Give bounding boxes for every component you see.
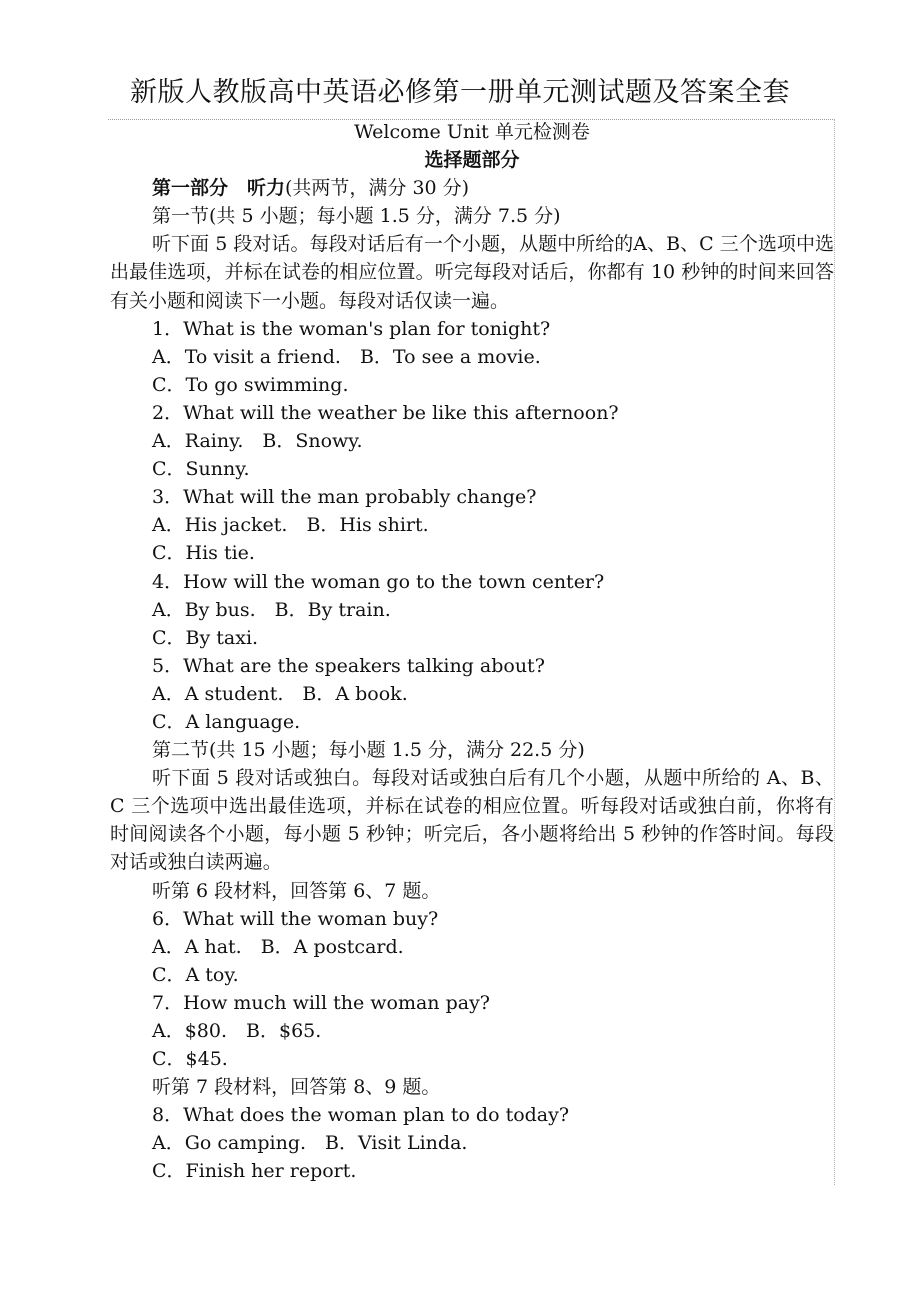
option-c: C．A toy. <box>152 963 239 986</box>
option-c: C．A language. <box>152 710 301 733</box>
material-6-note: 听第 6 段材料，回答第 6、7 题。 <box>152 879 441 902</box>
unit-title: Welcome Unit 单元检测卷 <box>354 121 590 143</box>
question-stem: 8．What does the woman plan to do today? <box>152 1104 570 1127</box>
option-c: C．$45. <box>152 1048 228 1071</box>
option-c: C．His tie. <box>152 542 255 565</box>
material-7-note: 听第 7 段材料，回答第 8、9 题。 <box>152 1076 441 1099</box>
option-c: C．To go swimming. <box>152 373 349 396</box>
option-c: C．Finish her report. <box>152 1160 357 1183</box>
question-stem: 3．What will the man probably change? <box>152 486 537 509</box>
question-stem: 2．What will the weather be like this afternoon? <box>152 401 619 424</box>
question-stem: 7．How much will the woman pay? <box>152 991 490 1014</box>
question-stem: 5．What are the speakers talking about? <box>152 654 545 677</box>
section1-instructions: 听下面 5 段对话。每段对话后有一个小题，从题中所给的A、B、C 三个选项中选出最佳选项，并标在试卷的相应位置。听完每段对话后，你都有 10 秒钟的时间来回答有关小题和阅读下一小题。每段对话仅读一遍。 <box>110 233 834 312</box>
section2-instructions: 听下面 5 段对话或独白。每段对话或独白后有几个小题，从题中所给的 A、B、C 三个选项中选出最佳选项，并标在试卷的相应位置。听每段对话或独白前，你将有时间阅读各个小题，每小题 5 秒钟；听完后，各小题将给出 5 秒钟的作答时间。每段对话或独白读两遍。 <box>110 767 834 874</box>
options-ab: A．His jacket. B．His shirt. <box>152 514 429 537</box>
page-right-border <box>834 119 835 1185</box>
section2-heading: 第二节(共 15 小题；每小题 1.5 分，满分 22.5 分) <box>152 739 585 762</box>
options-ab: A．$80. B．$65. <box>152 1020 322 1042</box>
option-c: C．Sunny. <box>152 458 250 481</box>
part1-heading <box>110 174 834 202</box>
section-title: 选择题部分 <box>424 149 520 172</box>
options-ab: A．Go camping. B．Visit Linda. <box>152 1132 468 1155</box>
options-ab: A．A hat. B．A postcard. <box>152 935 404 958</box>
document-title: 新版人教版高中英语必修第一册单元测试题及答案全套 <box>130 77 790 108</box>
options-ab: A．Rainy. B．Snowy. <box>152 430 363 453</box>
options-ab: A．To visit a friend. B．To see a movie. <box>152 345 541 368</box>
section1-heading: 第一节(共 5 小题；每小题 1.5 分，满分 7.5 分) <box>152 205 561 228</box>
question-stem: 4．How will the woman go to the town center? <box>152 570 605 593</box>
part1-heading-label: 第一部分 听力 <box>152 177 286 200</box>
part1-heading-score: (共两节，满分 30 分) <box>285 177 470 200</box>
question-stem: 1．What is the woman's plan for tonight? <box>152 317 551 340</box>
page-content <box>110 118 834 1186</box>
question-stem: 6．What will the woman buy? <box>152 907 439 930</box>
option-c: C．By taxi. <box>152 626 259 649</box>
options-ab: A．By bus. B．By train. <box>152 598 391 621</box>
options-ab: A．A student. B．A book. <box>152 682 408 705</box>
